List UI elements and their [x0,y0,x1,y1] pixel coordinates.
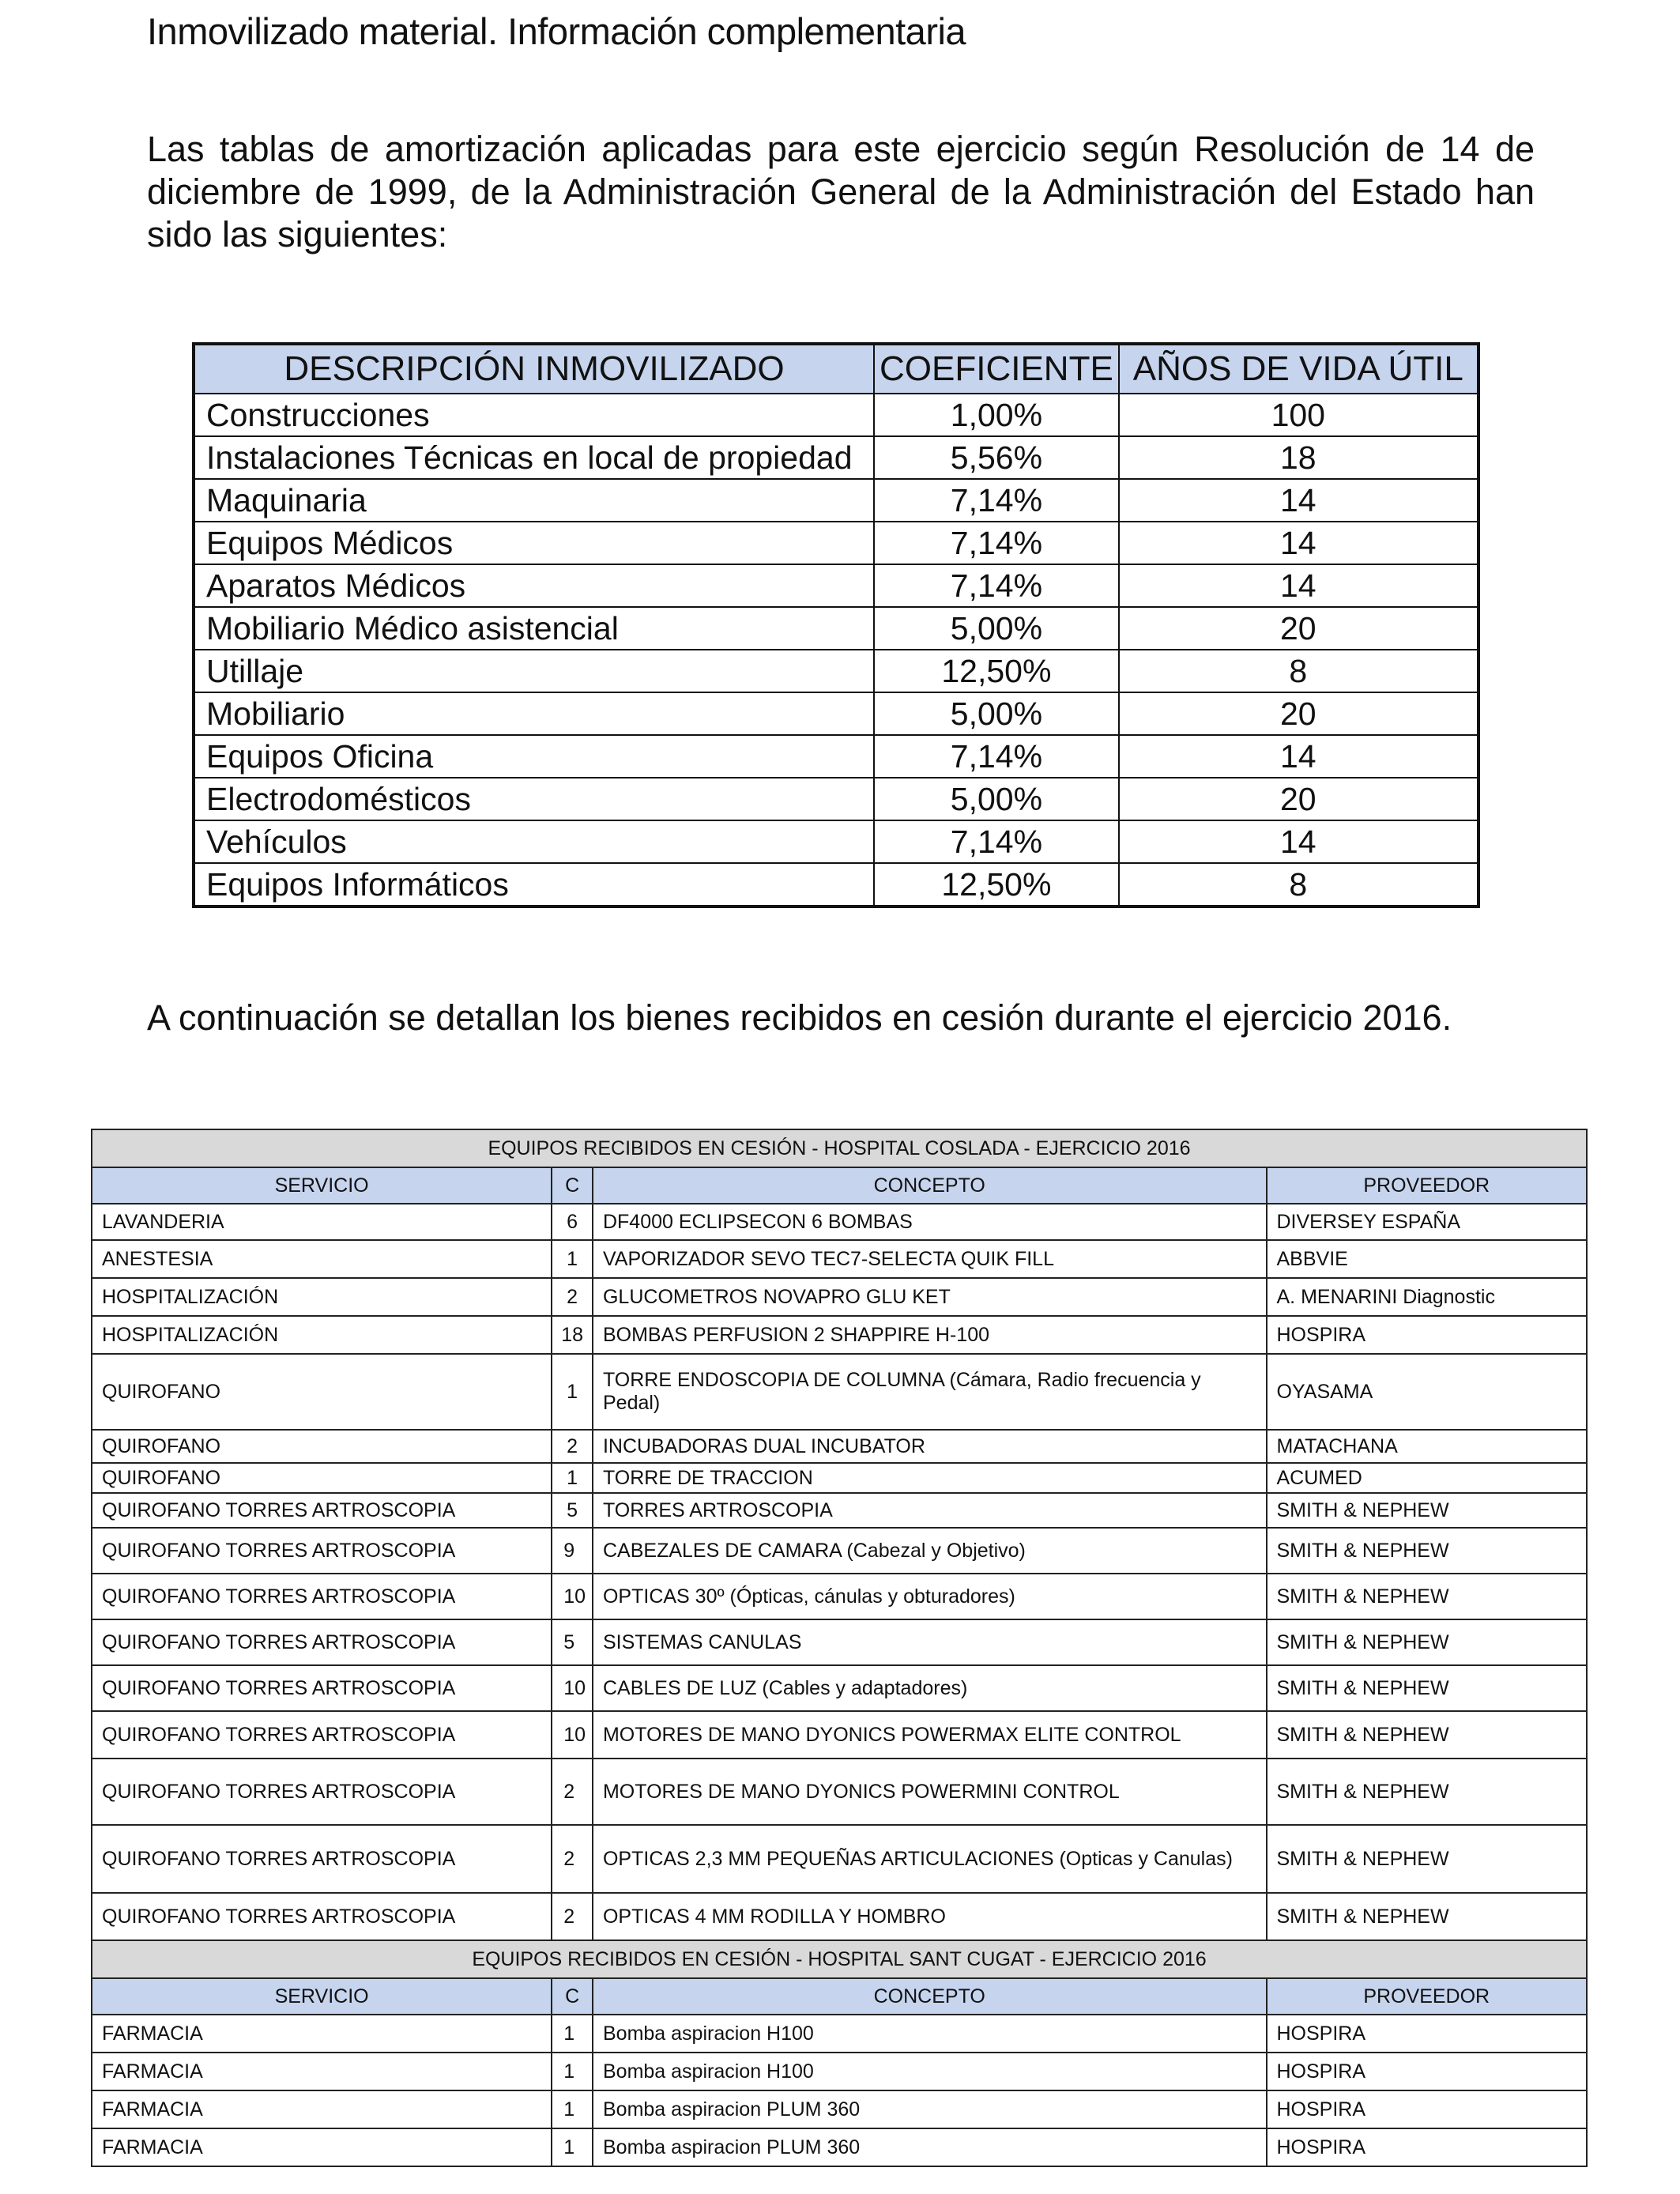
cell-proveedor: SMITH & NEPHEW [1267,1574,1588,1619]
header-coefficient: COEFICIENTE [874,344,1119,394]
cell-coefficient: 5,00% [874,778,1119,820]
header-useful-life: AÑOS DE VIDA ÚTIL [1119,344,1478,394]
header-c: C [552,1978,593,2015]
cell-quantity: 5 [552,1619,593,1665]
section-title: EQUIPOS RECIBIDOS EN CESIÓN - HOSPITAL COSLADA - EJERCICIO 2016 [92,1129,1587,1167]
cell-servicio: QUIROFANO TORRES ARTROSCOPIA [92,1759,552,1825]
cell-proveedor: SMITH & NEPHEW [1267,1665,1588,1711]
equipment-body [92,1129,1587,2166]
cell-concepto: MOTORES DE MANO DYONICS POWERMAX ELITE CONTROL [593,1711,1267,1759]
cell-quantity: 2 [552,1893,593,1940]
cell-description: Equipos Informáticos [194,863,874,907]
cell-servicio: FARMACIA [92,2015,552,2053]
cell-servicio: QUIROFANO TORRES ARTROSCOPIA [92,1493,552,1528]
table-row [92,1278,1587,1316]
table-row [194,820,1478,863]
amortization-body [194,394,1478,907]
cell-coefficient: 5,00% [874,607,1119,650]
table-row [92,1463,1587,1493]
table-row [92,1354,1587,1430]
cell-proveedor: ABBVIE [1267,1240,1588,1278]
cell-useful-life: 8 [1119,650,1478,692]
cell-servicio: QUIROFANO TORRES ARTROSCOPIA [92,1528,552,1574]
cell-concepto: SISTEMAS CANULAS [593,1619,1267,1665]
cell-servicio: FARMACIA [92,2128,552,2166]
cell-concepto: TORRE DE TRACCION [593,1463,1267,1493]
cell-useful-life: 20 [1119,692,1478,735]
cell-description: Equipos Médicos [194,522,874,564]
cell-quantity: 2 [552,1825,593,1893]
cell-concepto: OPTICAS 4 MM RODILLA Y HOMBRO [593,1893,1267,1940]
table-row [92,1665,1587,1711]
cell-concepto: OPTICAS 2,3 MM PEQUEÑAS ARTICULACIONES (Opticas y Canulas) [593,1825,1267,1893]
cell-servicio: FARMACIA [92,2053,552,2090]
cell-servicio: LAVANDERIA [92,1204,552,1240]
section-title: EQUIPOS RECIBIDOS EN CESIÓN - HOSPITAL SANT CUGAT - EJERCICIO 2016 [92,1940,1587,1978]
table-row [194,778,1478,820]
cell-concepto: OPTICAS 30º (Ópticas, cánulas y obturadores) [593,1574,1267,1619]
cell-quantity: 1 [552,1354,593,1430]
cell-proveedor: HOSPIRA [1267,1316,1588,1354]
cell-servicio: QUIROFANO [92,1354,552,1430]
cell-description: Utillaje [194,650,874,692]
table-row [92,1528,1587,1574]
cell-quantity: 1 [552,2090,593,2128]
table-row [92,1619,1587,1665]
table-row [92,2015,1587,2053]
table-row [194,394,1478,436]
cell-useful-life: 8 [1119,863,1478,907]
cell-useful-life: 20 [1119,778,1478,820]
cell-description: Vehículos [194,820,874,863]
cell-useful-life: 14 [1119,564,1478,607]
cell-concepto: Bomba aspiracion PLUM 360 [593,2090,1267,2128]
header-concepto: CONCEPTO [593,1167,1267,1204]
cell-proveedor: MATACHANA [1267,1430,1588,1463]
cell-proveedor: HOSPIRA [1267,2090,1588,2128]
cell-description: Instalaciones Técnicas en local de propiedad [194,436,874,479]
cell-coefficient: 1,00% [874,394,1119,436]
cell-description: Mobiliario [194,692,874,735]
cell-servicio: QUIROFANO TORRES ARTROSCOPIA [92,1711,552,1759]
cell-servicio: ANESTESIA [92,1240,552,1278]
header-concepto: CONCEPTO [593,1978,1267,2015]
cell-servicio: QUIROFANO TORRES ARTROSCOPIA [92,1574,552,1619]
table-row [92,1430,1587,1463]
cell-description: Equipos Oficina [194,735,874,778]
cell-coefficient: 7,14% [874,479,1119,522]
table-row [194,436,1478,479]
cell-servicio: FARMACIA [92,2090,552,2128]
cell-useful-life: 100 [1119,394,1478,436]
cell-quantity: 2 [552,1759,593,1825]
cell-concepto: Bomba aspiracion H100 [593,2015,1267,2053]
cell-description: Electrodomésticos [194,778,874,820]
cell-concepto: GLUCOMETROS NOVAPRO GLU KET [593,1278,1267,1316]
table-row [194,479,1478,522]
cell-concepto: DF4000 ECLIPSECON 6 BOMBAS [593,1204,1267,1240]
cell-quantity: 10 [552,1665,593,1711]
cell-useful-life: 14 [1119,479,1478,522]
cell-servicio: HOSPITALIZACIÓN [92,1278,552,1316]
table-row [194,692,1478,735]
cell-quantity: 1 [552,1240,593,1278]
cell-coefficient: 7,14% [874,522,1119,564]
table-row [194,863,1478,907]
cell-description: Mobiliario Médico asistencial [194,607,874,650]
cell-coefficient: 7,14% [874,564,1119,607]
cell-coefficient: 12,50% [874,863,1119,907]
cell-concepto: Bomba aspiracion PLUM 360 [593,2128,1267,2166]
cell-concepto: TORRE ENDOSCOPIA DE COLUMNA (Cámara, Radio frecuencia y Pedal) [593,1354,1267,1430]
cell-proveedor: ACUMED [1267,1463,1588,1493]
cell-coefficient: 5,56% [874,436,1119,479]
cell-quantity: 2 [552,1430,593,1463]
cell-quantity: 10 [552,1574,593,1619]
cell-useful-life: 14 [1119,820,1478,863]
table-row [92,1574,1587,1619]
cell-description: Maquinaria [194,479,874,522]
cell-proveedor: SMITH & NEPHEW [1267,1619,1588,1665]
cell-quantity: 1 [552,2128,593,2166]
table-row [194,735,1478,778]
section-title-row [92,1940,1587,1978]
cell-useful-life: 20 [1119,607,1478,650]
header-description: DESCRIPCIÓN INMOVILIZADO [194,344,874,394]
cell-quantity: 1 [552,2015,593,2053]
cell-quantity: 18 [552,1316,593,1354]
cell-proveedor: A. MENARINI Diagnostic [1267,1278,1588,1316]
table-row [92,1825,1587,1893]
header-c: C [552,1167,593,1204]
table-row [194,650,1478,692]
cell-quantity: 1 [552,1463,593,1493]
intro-paragraph-2: A continuación se detallan los bienes recibidos en cesión durante el ejercicio 2016. [147,997,1452,1038]
cell-concepto: INCUBADORAS DUAL INCUBATOR [593,1430,1267,1463]
cell-concepto: Bomba aspiracion H100 [593,2053,1267,2090]
cell-useful-life: 14 [1119,522,1478,564]
header-proveedor: PROVEEDOR [1267,1167,1588,1204]
cell-coefficient: 5,00% [874,692,1119,735]
cell-quantity: 5 [552,1493,593,1528]
table-row [92,1316,1587,1354]
cell-description: Aparatos Médicos [194,564,874,607]
cell-servicio: QUIROFANO TORRES ARTROSCOPIA [92,1893,552,1940]
cell-quantity: 9 [552,1528,593,1574]
cell-servicio: QUIROFANO [92,1430,552,1463]
cell-proveedor: HOSPIRA [1267,2053,1588,2090]
cell-concepto: CABLES DE LUZ (Cables y adaptadores) [593,1665,1267,1711]
table-row [194,607,1478,650]
cell-proveedor: SMITH & NEPHEW [1267,1711,1588,1759]
table-row [92,1711,1587,1759]
cell-useful-life: 14 [1119,735,1478,778]
cell-coefficient: 7,14% [874,820,1119,863]
cell-useful-life: 18 [1119,436,1478,479]
cell-proveedor: DIVERSEY ESPAÑA [1267,1204,1588,1240]
table-row [92,2053,1587,2090]
table-row [92,1893,1587,1940]
cell-servicio: QUIROFANO [92,1463,552,1493]
cell-concepto: CABEZALES DE CAMARA (Cabezal y Objetivo) [593,1528,1267,1574]
cell-coefficient: 7,14% [874,735,1119,778]
cell-coefficient: 12,50% [874,650,1119,692]
header-servicio: SERVICIO [92,1167,552,1204]
table-row [92,1240,1587,1278]
cell-quantity: 6 [552,1204,593,1240]
cell-proveedor: HOSPIRA [1267,2128,1588,2166]
equipment-table [91,1129,1588,2167]
page-title: Inmovilizado material. Información complementaria [147,10,966,52]
cell-concepto: BOMBAS PERFUSION 2 SHAPPIRE H-100 [593,1316,1267,1354]
cell-servicio: HOSPITALIZACIÓN [92,1316,552,1354]
header-servicio: SERVICIO [92,1978,552,2015]
cell-quantity: 10 [552,1711,593,1759]
cell-servicio: QUIROFANO TORRES ARTROSCOPIA [92,1619,552,1665]
cell-proveedor: SMITH & NEPHEW [1267,1528,1588,1574]
table-row [92,1493,1587,1528]
section-title-row [92,1129,1587,1167]
table-row [194,522,1478,564]
cell-servicio: QUIROFANO TORRES ARTROSCOPIA [92,1665,552,1711]
column-header-row [92,1167,1587,1204]
table-row [92,2090,1587,2128]
table-row [194,564,1478,607]
amortization-header-row [194,344,1478,394]
column-header-row [92,1978,1587,2015]
table-row [92,1204,1587,1240]
cell-proveedor: SMITH & NEPHEW [1267,1493,1588,1528]
cell-proveedor: SMITH & NEPHEW [1267,1759,1588,1825]
cell-proveedor: HOSPIRA [1267,2015,1588,2053]
intro-paragraph: Las tablas de amortización aplicadas para este ejercicio según Resolución de 14 de diciembre de 1999, de la Administración General de la Administración del Estado han sido las siguientes: [147,129,1535,254]
amortization-table [192,342,1480,908]
cell-proveedor: SMITH & NEPHEW [1267,1825,1588,1893]
cell-proveedor: OYASAMA [1267,1354,1588,1430]
cell-concepto: TORRES ARTROSCOPIA [593,1493,1267,1528]
header-proveedor: PROVEEDOR [1267,1978,1588,2015]
cell-concepto: VAPORIZADOR SEVO TEC7-SELECTA QUIK FILL [593,1240,1267,1278]
table-row [92,1759,1587,1825]
table-row [92,2128,1587,2166]
cell-proveedor: SMITH & NEPHEW [1267,1893,1588,1940]
cell-description: Construcciones [194,394,874,436]
cell-quantity: 1 [552,2053,593,2090]
cell-servicio: QUIROFANO TORRES ARTROSCOPIA [92,1825,552,1893]
cell-concepto: MOTORES DE MANO DYONICS POWERMINI CONTROL [593,1759,1267,1825]
cell-quantity: 2 [552,1278,593,1316]
